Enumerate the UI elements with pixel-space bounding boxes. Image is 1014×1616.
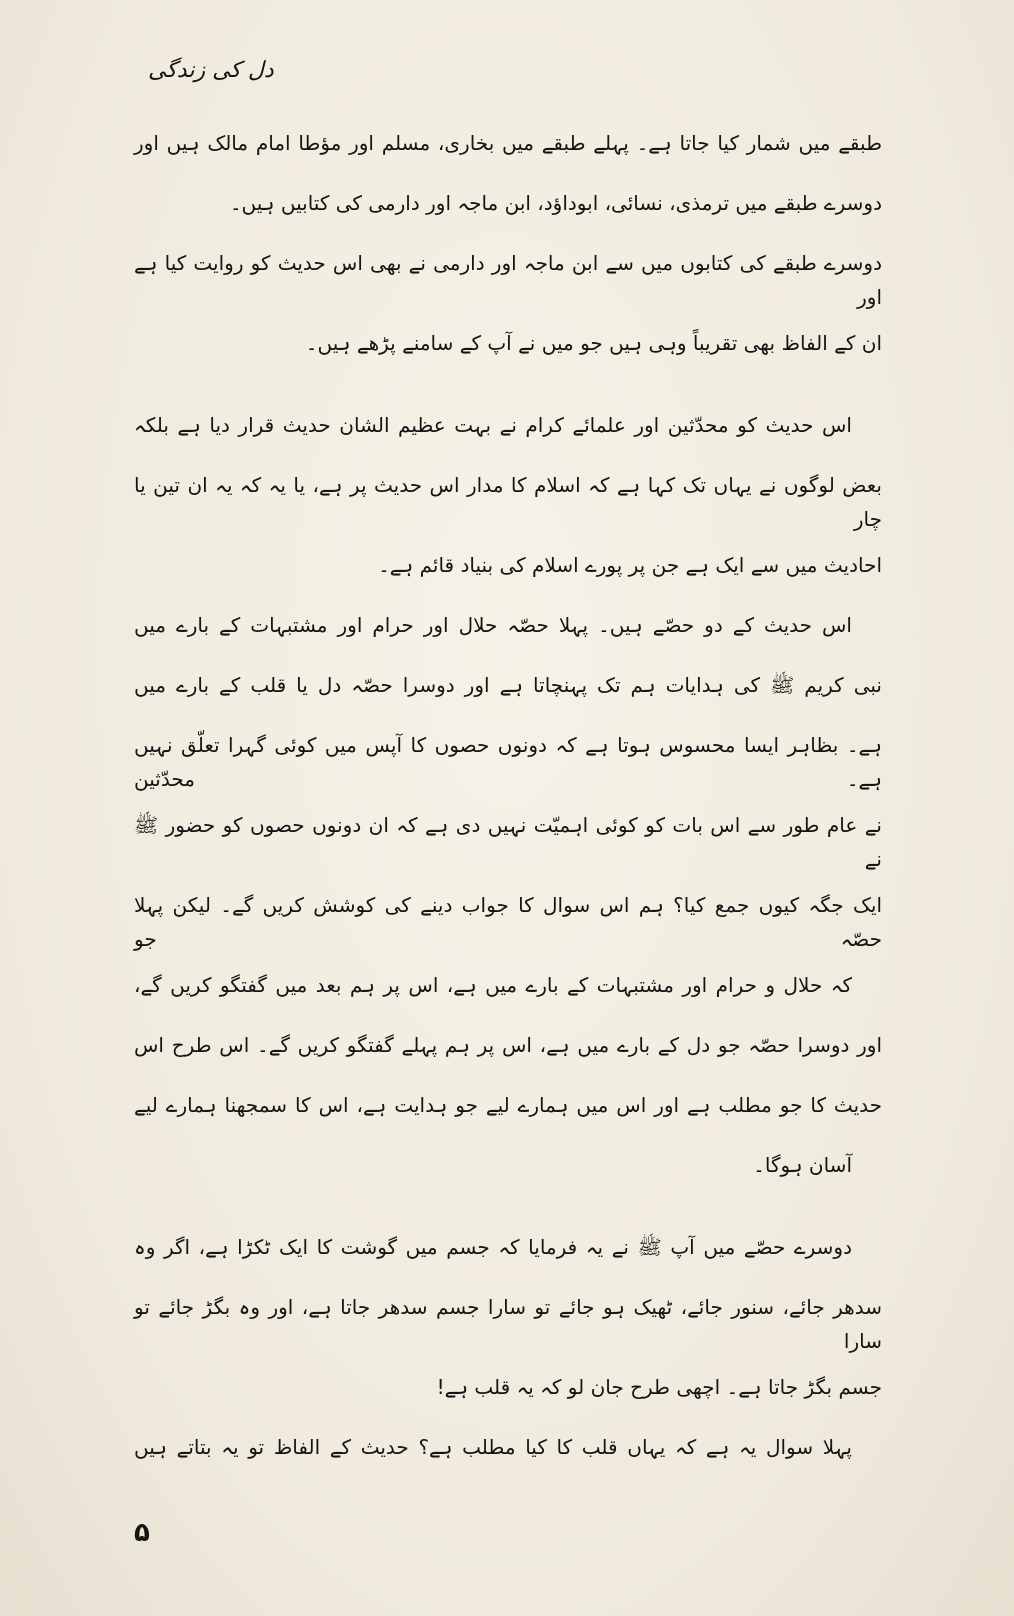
text-line: جسم بگڑ جاتا ہے۔ اچھی طرح جان لو کہ یہ قلب ہے! — [436, 1375, 882, 1399]
text-line: پہلا سوال یہ ہے کہ یہاں قلب کا کیا مطلب ہے؟ حدیث کے الفاظ تو یہ بتاتے ہیں — [134, 1435, 852, 1459]
text-line: اس حدیث کے دو حصّے ہیں۔ پہلا حصّہ حلال اور حرام اور مشتبہات کے بارے میں — [134, 613, 852, 637]
running-header: دل کی زندگی — [148, 58, 274, 83]
text-line: نے عام طور سے اس بات کو کوئی اہمیّت نہیں دی ہے کہ ان دونوں حصوں کو حضور ﷺ نے — [134, 813, 882, 871]
text-line: ہے۔ بظاہر ایسا محسوس ہوتا ہے کہ دونوں حصوں کا آپس میں کوئی گہرا تعلّق نہیں ہے۔ محدّثین — [134, 733, 882, 791]
text-line: بعض لوگوں نے یہاں تک کہا ہے کہ اسلام کا مدار اس حدیث پر ہے، یا یہ کہ یہ ان تین یا چار — [134, 473, 882, 531]
body-text — [134, 114, 882, 1478]
text-line: اور دوسرا حصّہ جو دل کے بارے میں ہے، اس پر ہم پہلے گفتگو کریں گے۔ اس طرح اس — [134, 1033, 882, 1057]
text-line: طبقے میں شمار کیا جاتا ہے۔ پہلے طبقے میں بخاری، مسلم اور مؤطا امام مالک ہیں اور — [134, 131, 882, 155]
text-line: احادیث میں سے ایک ہے جن پر پورے اسلام کی بنیاد قائم ہے۔ — [378, 553, 882, 577]
text-line: کہ حلال و حرام اور مشتبہات کے بارے میں ہے، اس پر ہم بعد میں گفتگو کریں گے، — [134, 973, 852, 997]
text-line: دوسرے طبقے کی کتابوں میں سے ابن ماجہ اور دارمی نے بھی اس حدیث کو روایت کیا ہے اور — [134, 251, 882, 309]
page-number: ۵ — [134, 1518, 150, 1548]
text-line: دوسرے حصّے میں آپ ﷺ نے یہ فرمایا کہ جسم میں گوشت کا ایک ٹکڑا ہے، اگر وہ — [134, 1235, 852, 1259]
text-line: نبی کریم ﷺ کی ہدایات ہم تک پہنچاتا ہے اور دوسرا حصّہ دل یا قلب کے بارے میں — [134, 673, 882, 697]
text-line: ایک جگہ کیوں جمع کیا؟ ہم اس سوال کا جواب دینے کی کوشش کریں گے۔ لیکن پہلا حصّہ جو — [134, 893, 882, 951]
text-line: آسان ہوگا۔ — [753, 1153, 852, 1177]
text-line: اس حدیث کو محدّثین اور علمائے کرام نے بہت عظیم الشان حدیث قرار دیا ہے بلکہ — [134, 413, 852, 437]
text-line: حدیث کا جو مطلب ہے اور اس میں ہمارے لیے جو ہدایت ہے، اس کا سمجھنا ہمارے لیے — [134, 1093, 882, 1117]
text-line: ان کے الفاظ بھی تقریباً وہی ہیں جو میں نے آپ کے سامنے پڑھے ہیں۔ — [305, 331, 882, 355]
text-line: سدھر جائے، سنور جائے، ٹھیک ہو جائے تو سارا جسم سدھر جاتا ہے، اور وہ بگڑ جائے تو سارا — [134, 1295, 882, 1353]
text-line: دوسرے طبقے میں ترمذی، نسائی، ابوداؤد، ابن ماجہ اور دارمی کی کتابیں ہیں۔ — [229, 191, 882, 215]
